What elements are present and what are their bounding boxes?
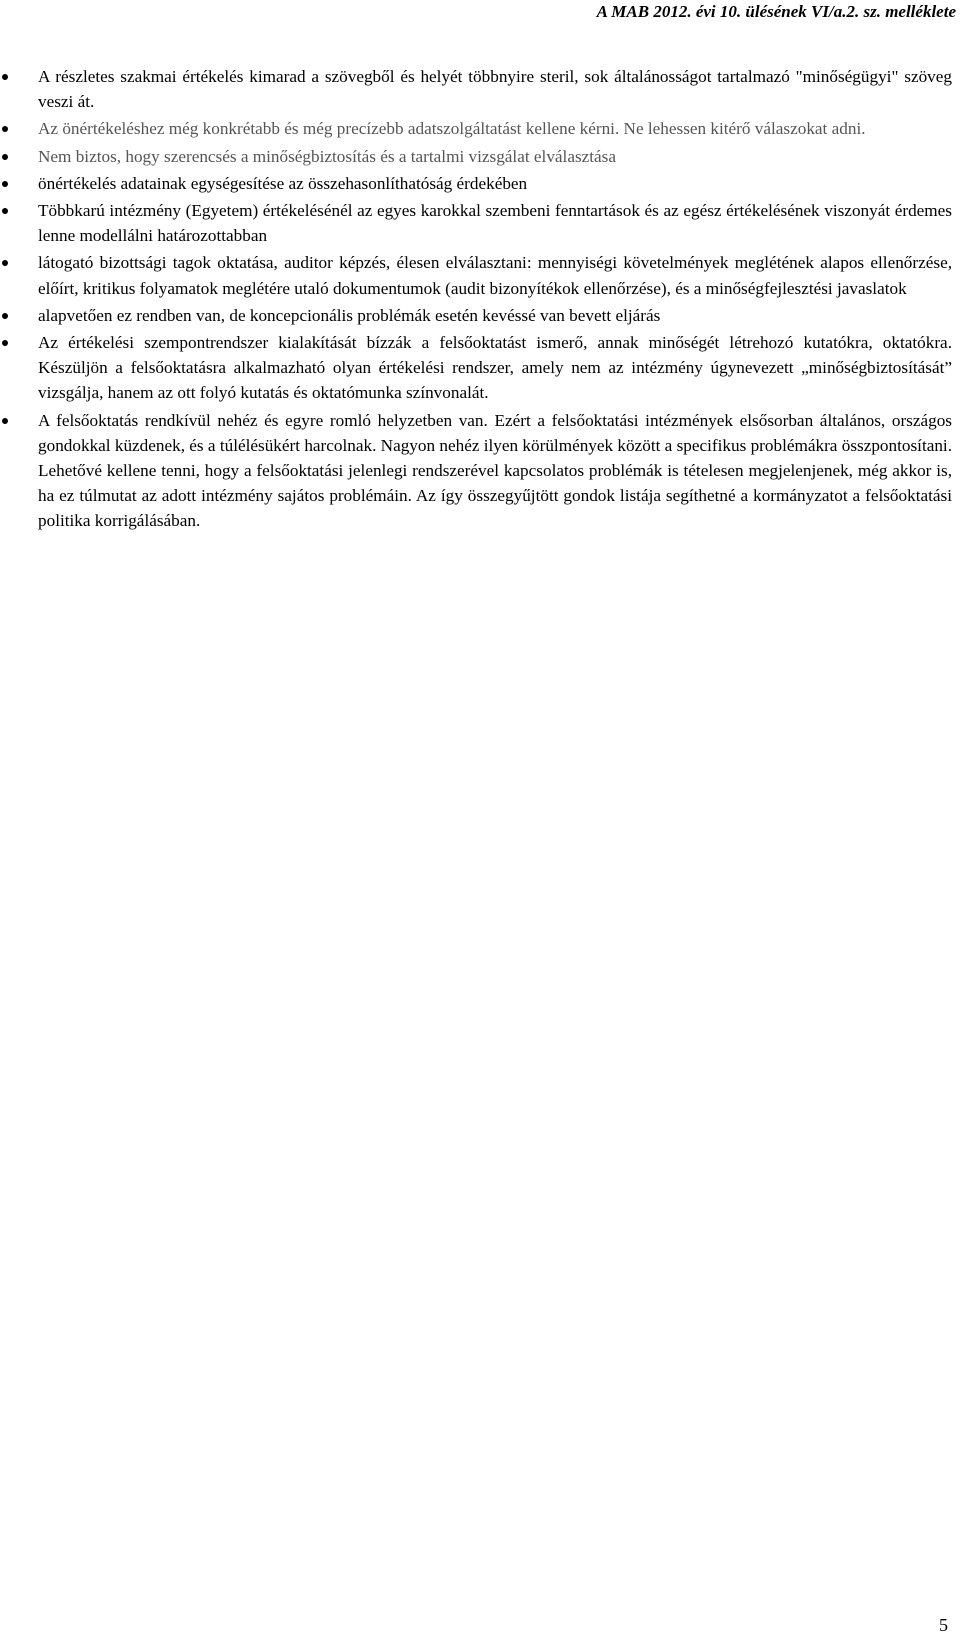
bullet-icon bbox=[0, 408, 38, 433]
list-item-text: Az önértékeléshez még konkrétabb és még precízebb adatszolgáltatást kellene kérni. Ne lehessen kitérő válaszokat adni. bbox=[38, 119, 866, 139]
bullet-icon bbox=[0, 64, 38, 89]
list-item-text: alapvetően ez rendben van, de koncepcionális problémák esetén kevéssé van bevett eljárás bbox=[38, 305, 661, 325]
document-header: A MAB 2012. évi 10. ülésének VI/a.2. sz. melléklete bbox=[596, 2, 956, 21]
list-item bbox=[0, 250, 952, 300]
list-item-text: látogató bizottsági tagok oktatása, auditor képzés, élesen elválasztani: mennyiségi követelmények meglétének alapos ellenőrzése, előírt, kritikus folyamatok meglétére utaló dokumentumok (audit bizonyítékok ellenőrzése), és a minőségfejlesztési javaslatok bbox=[38, 253, 952, 298]
list-item-text: Többkarú intézmény (Egyetem) értékelésénél az egyes karokkal szembeni fenntartások és az egész értékelésének viszonyát érdemes lenne modellálni határozottabban bbox=[38, 201, 952, 246]
list-item-text: A részletes szakmai értékelés kimarad a szövegből és helyét többnyire steril, sok általánosságot tartalmazó "minőségügyi" szöveg veszi át. bbox=[38, 67, 952, 112]
bullet-icon bbox=[0, 303, 38, 328]
list-item-text: Az értékelési szempontrendszer kialakítását bízzák a felsőoktatást ismerő, annak minőségét létrehozó kutatókra, oktatókra. Készüljön a felsőoktatásra alkalmazható olyan értékelési rendszer, amely nem az intézmény úgynevezett „minőségbiztosítását” vizsgálja, hanem az ott folyó kutatás és oktatómunka színvonalát. bbox=[38, 333, 952, 403]
list-item-text: önértékelés adatainak egységesítése az összehasonlíthatóság érdekében bbox=[38, 173, 528, 193]
list-item bbox=[0, 330, 952, 406]
list-item-text: Nem biztos, hogy szerencsés a minőségbiztosítás és a tartalmi vizsgálat elválasztása bbox=[38, 146, 616, 166]
list-item bbox=[0, 198, 952, 248]
bullet-icon bbox=[0, 330, 38, 355]
list-item bbox=[0, 64, 952, 114]
bullet-icon bbox=[0, 198, 38, 223]
bullet-list bbox=[0, 64, 952, 536]
bullet-icon bbox=[0, 171, 38, 196]
bullet-icon bbox=[0, 250, 38, 275]
list-item-text: A felsőoktatás rendkívül nehéz és egyre romló helyzetben van. Ezért a felsőoktatási intézmények elsősorban általános, országos gondokkal küzdenek, és a túlélésükért harcolnak. Nagyon nehéz ilyen körülmények között a specifikus problémákra összpontosítani. Lehetővé kellene tenni, hogy a felsőoktatási jelenlegi rendszerével kapcsolatos problémák is tételesen megjelenjenek, még akkor is, ha ez túlmutat az adott intézmény sajátos problémáin. Az így összegyűjtött gondok listája segíthetné a kormányzatot a felsőoktatási politika korrigálásában. bbox=[38, 410, 953, 531]
list-item bbox=[0, 171, 952, 196]
list-item bbox=[0, 116, 952, 141]
page-number: 5 bbox=[939, 1615, 948, 1635]
list-item bbox=[0, 303, 952, 328]
bullet-icon bbox=[0, 144, 38, 169]
list-item bbox=[0, 408, 952, 534]
bullet-icon bbox=[0, 116, 38, 141]
list-item bbox=[0, 144, 952, 169]
